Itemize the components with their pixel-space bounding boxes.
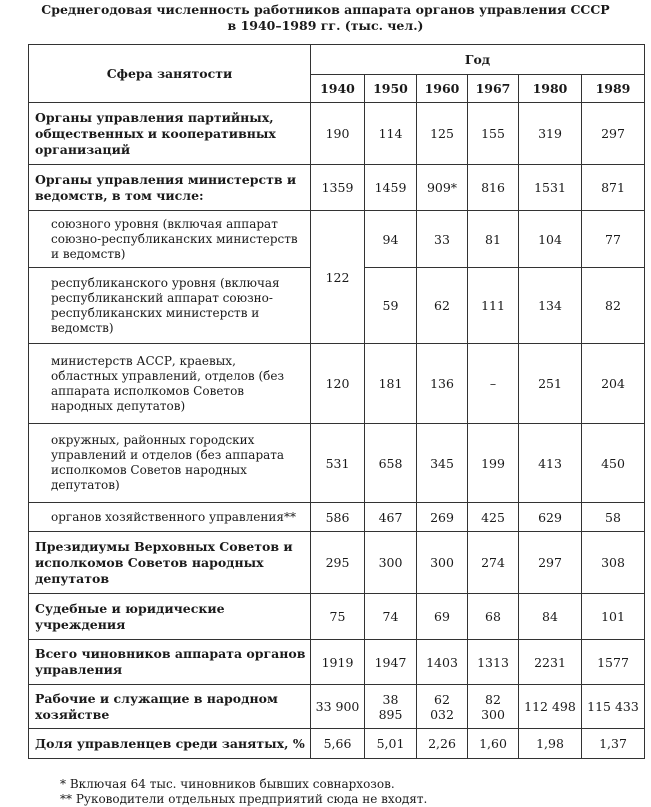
cell-value: 62 [417,268,468,344]
cell-value: 33 [417,211,468,268]
header-year: 1960 [417,75,468,103]
cell-value: 38 895 [365,685,417,729]
row-label: Органы управления министерств и ведомств, в том числе: [29,165,311,211]
cell-value: 94 [365,211,417,268]
row-label: союзного уровня (включая аппарат союзно-республиканских министерств и ведомств) [29,211,311,268]
cell-value: 1,60 [468,729,519,759]
table-row [29,685,645,729]
cell-value: 1577 [582,640,645,685]
cell-value: 1459 [365,165,417,211]
cell-value: 629 [519,503,582,532]
header-year-group: Год [311,45,645,75]
cell-value: 1,98 [519,729,582,759]
cell-value: 5,66 [311,729,365,759]
cell-value: 425 [468,503,519,532]
cell-value: 297 [582,103,645,165]
cell-value: 586 [311,503,365,532]
cell-value: 81 [468,211,519,268]
cell-value: 1947 [365,640,417,685]
row-label: Органы управления партийных, общественных и кооперативных организаций [29,103,311,165]
cell-value: 1,37 [582,729,645,759]
cell-value: 5,01 [365,729,417,759]
cell-value: 274 [468,532,519,594]
cell-value: 2231 [519,640,582,685]
title-line-2: в 1940–1989 гг. (тыс. чел.) [227,18,424,33]
table-row [29,729,645,759]
data-table [28,44,645,759]
cell-value: 62 032 [417,685,468,729]
cell-value: 104 [519,211,582,268]
row-label: республиканского уровня (включая республиканский аппарат союзно-республиканских министерств и ведомств) [29,268,311,344]
cell-value: 134 [519,268,582,344]
table-title [0,2,651,34]
cell-value: 204 [582,344,645,424]
row-label: Всего чиновников аппарата органов управления [29,640,311,685]
cell-value: 269 [417,503,468,532]
cell-value: 112 498 [519,685,582,729]
cell-value: 181 [365,344,417,424]
cell-value: 199 [468,424,519,503]
row-label: Доля управленцев среди занятых, % [29,729,311,759]
table-row [29,211,645,268]
cell-value: 658 [365,424,417,503]
cell-value: 295 [311,532,365,594]
cell-value: 136 [417,344,468,424]
header-year: 1950 [365,75,417,103]
cell-value: 125 [417,103,468,165]
cell-value: 59 [365,268,417,344]
header-row-1 [29,45,645,75]
cell-value: 1403 [417,640,468,685]
cell-value: 82 300 [468,685,519,729]
table-row [29,344,645,424]
table-row [29,424,645,503]
cell-value: – [468,344,519,424]
cell-value: 74 [365,594,417,640]
cell-value: 251 [519,344,582,424]
cell-value-merged: 122 [311,211,365,344]
header-year: 1980 [519,75,582,103]
cell-value: 413 [519,424,582,503]
cell-value: 69 [417,594,468,640]
cell-value: 120 [311,344,365,424]
header-category: Сфера занятости [29,45,311,103]
cell-value: 33 900 [311,685,365,729]
row-label: Рабочие и служащие в народном хозяйстве [29,685,311,729]
footnote: * Включая 64 тыс. чиновников бывших совнархозов. [60,777,395,791]
cell-value: 1313 [468,640,519,685]
row-label: Судебные и юридические учреждения [29,594,311,640]
cell-value: 467 [365,503,417,532]
header-year: 1989 [582,75,645,103]
cell-value: 531 [311,424,365,503]
cell-value: 84 [519,594,582,640]
cell-value: 319 [519,103,582,165]
cell-value: 1919 [311,640,365,685]
footnote: ** Руководители отдельных предприятий сюда не входят. [60,792,428,806]
cell-value: 190 [311,103,365,165]
cell-value: 115 433 [582,685,645,729]
cell-value: 68 [468,594,519,640]
row-label: окружных, районных городских управлений и отделов (без аппарата исполкомов Советов народных депутатов) [29,424,311,503]
cell-value: 82 [582,268,645,344]
cell-value: 101 [582,594,645,640]
cell-value: 909* [417,165,468,211]
row-label: органов хозяйственного управления** [29,503,311,532]
header-year: 1940 [311,75,365,103]
table-row [29,640,645,685]
cell-value: 77 [582,211,645,268]
table-row [29,532,645,594]
cell-value: 58 [582,503,645,532]
cell-value: 2,26 [417,729,468,759]
header-year: 1967 [468,75,519,103]
title-line-1: Среднегодовая численность работников аппарата органов управления СССР [41,2,610,17]
cell-value: 300 [365,532,417,594]
table-row [29,103,645,165]
cell-value: 1531 [519,165,582,211]
cell-value: 155 [468,103,519,165]
cell-value: 111 [468,268,519,344]
cell-value: 450 [582,424,645,503]
row-label: Президиумы Верховных Советов и исполкомов Советов народных депутатов [29,532,311,594]
cell-value: 1359 [311,165,365,211]
cell-value: 300 [417,532,468,594]
table-row [29,594,645,640]
cell-value: 816 [468,165,519,211]
cell-value: 297 [519,532,582,594]
cell-value: 308 [582,532,645,594]
cell-value: 114 [365,103,417,165]
row-label: министерств АССР, краевых, областных управлений, отделов (без аппарата исполкомов Советов народных депутатов) [29,344,311,424]
cell-value: 345 [417,424,468,503]
table-row [29,503,645,532]
cell-value: 75 [311,594,365,640]
cell-value: 871 [582,165,645,211]
table-row [29,165,645,211]
footnotes [60,777,427,807]
